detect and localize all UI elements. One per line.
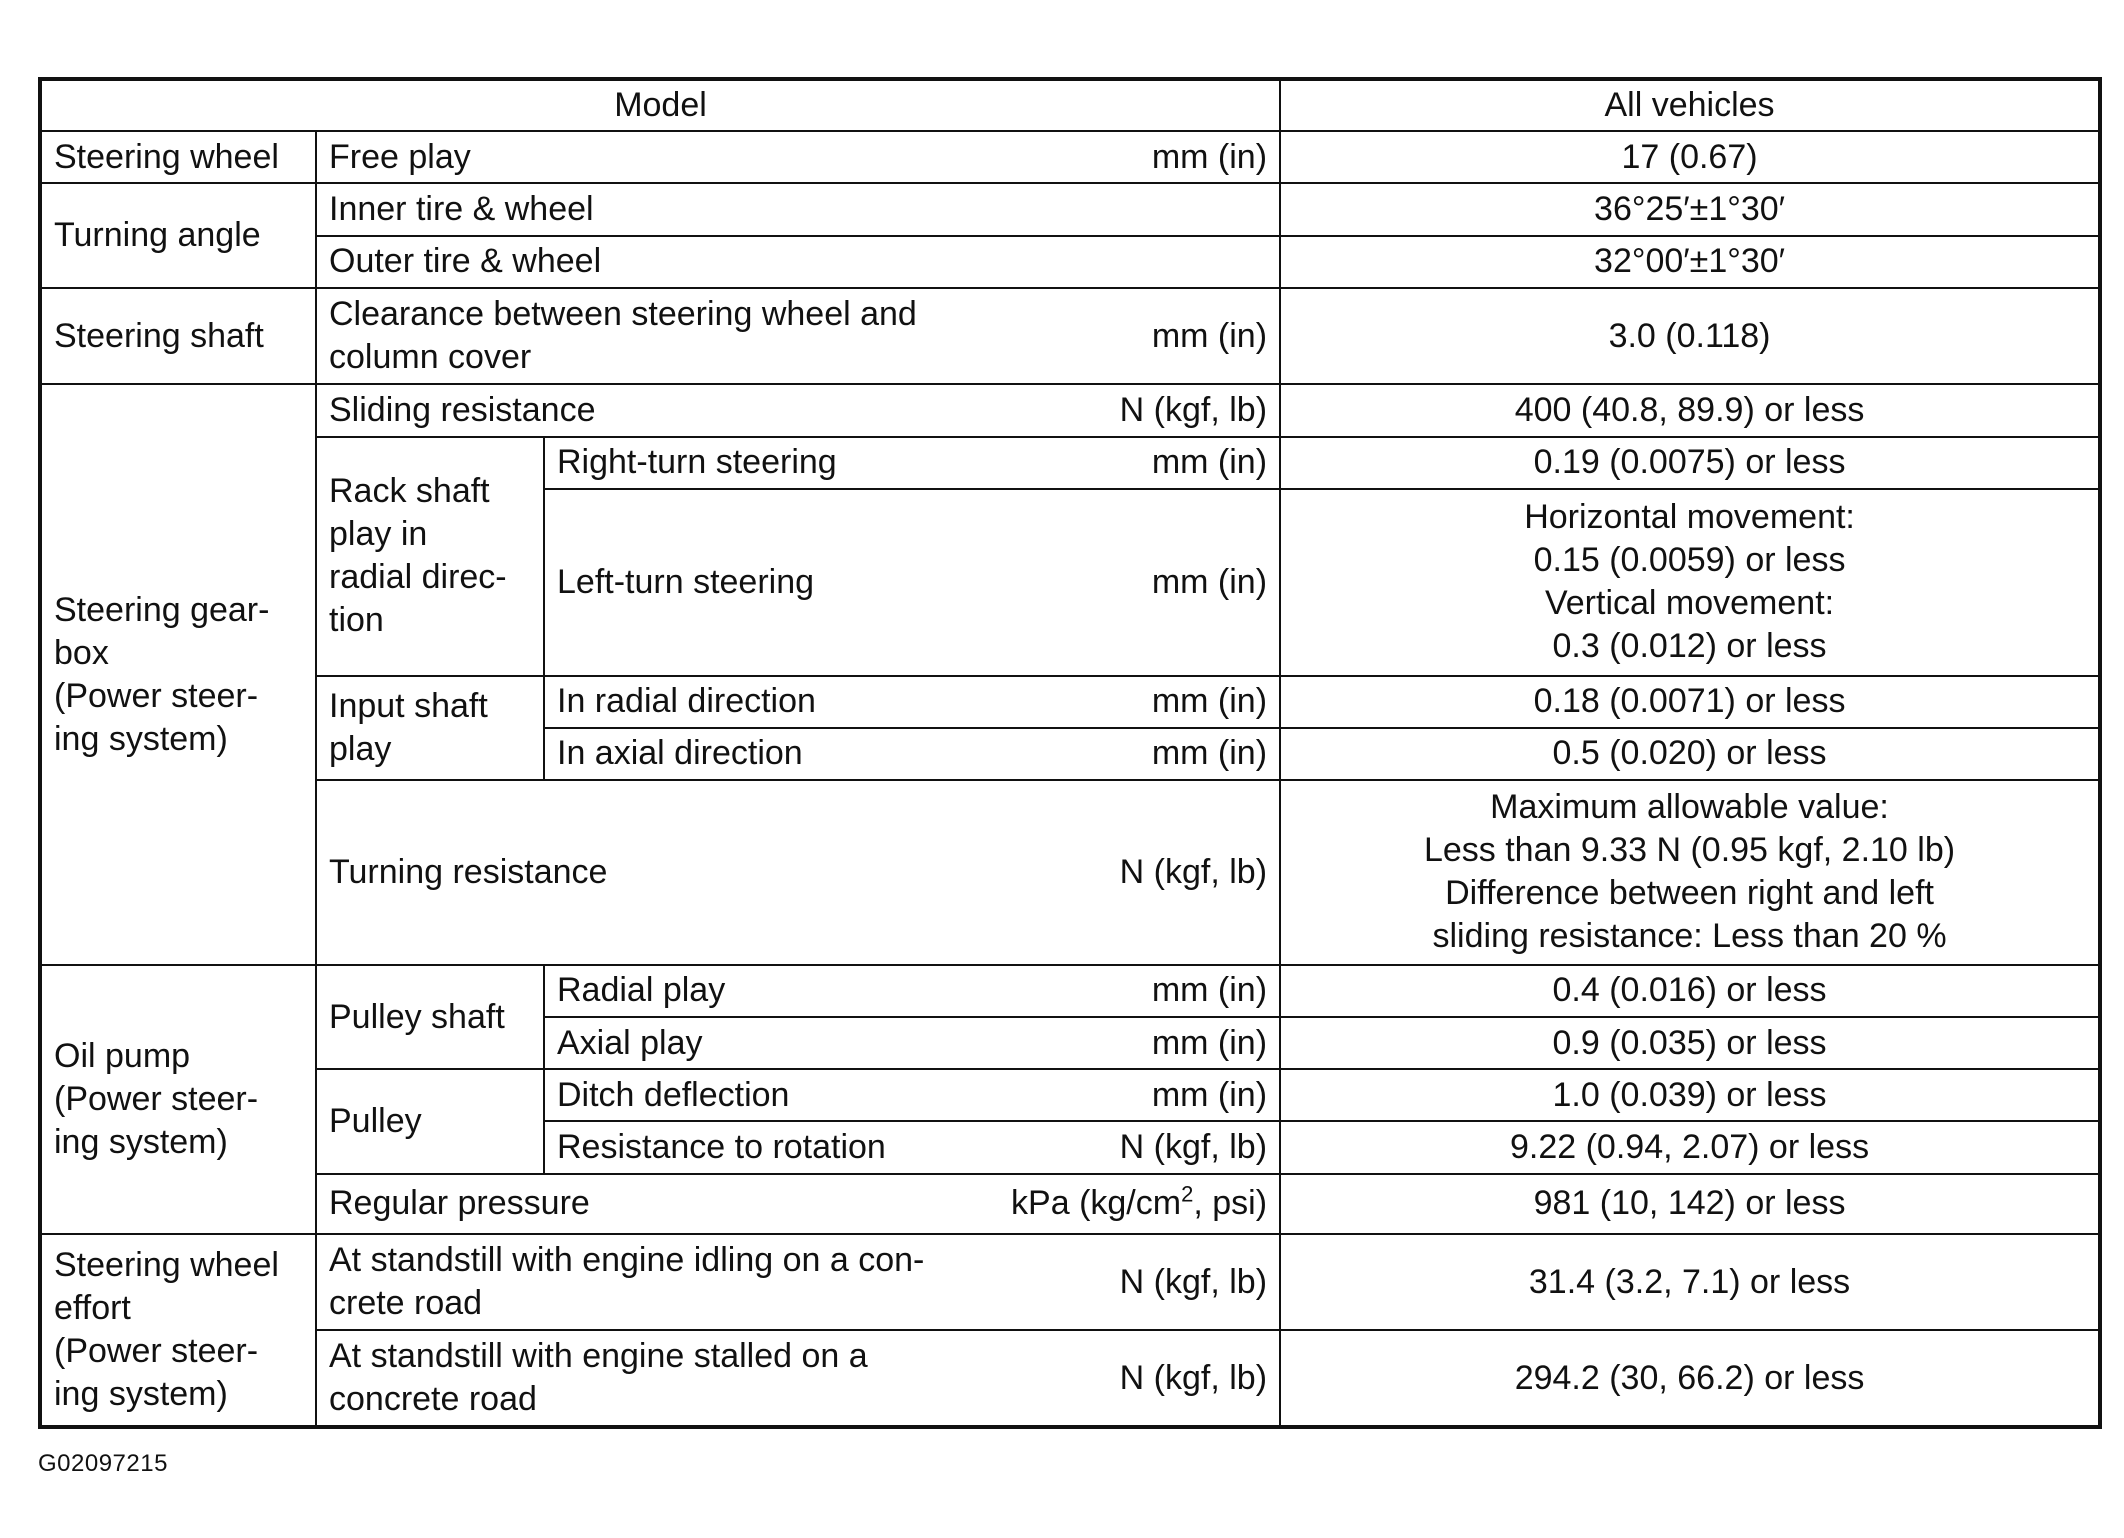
value-sliding-resistance: 400 (40.8, 89.9) or less [1280, 384, 2100, 436]
value-line: sliding resistance: Less than 20 % [1432, 917, 1947, 956]
item-label [329, 1239, 1110, 1325]
category-line: (Power steer- [54, 1079, 259, 1118]
table-row [40, 131, 2100, 183]
table-row [40, 288, 2100, 384]
subcategory-input-shaft [316, 676, 544, 780]
item-label-line: column cover [329, 338, 532, 377]
item-right-turn [544, 437, 1280, 489]
subcategory-pulley-shaft: Pulley shaft [316, 965, 544, 1069]
item-label: Turning resistance [329, 852, 608, 891]
value-resistance-rotation: 9.22 (0.94, 2.07) or less [1280, 1121, 2100, 1173]
subcategory-line: Input shaft [329, 686, 488, 725]
item-ditch-deflection [544, 1069, 1280, 1121]
value-ditch-deflection: 1.0 (0.039) or less [1280, 1069, 2100, 1121]
value-line: Horizontal movement: [1524, 498, 1855, 537]
category-line: Oil pump [54, 1036, 191, 1075]
unit-label: N (kgf, lb) [1119, 1262, 1268, 1301]
unit-label: mm (in) [1151, 682, 1268, 721]
unit-prefix: kPa (kg/cm [1011, 1184, 1182, 1223]
value-axial-direction: 0.5 (0.020) or less [1280, 728, 2100, 780]
value-free-play: 17 (0.67) [1280, 131, 2100, 183]
table-row [40, 437, 2100, 489]
item-free-play [316, 131, 1280, 183]
value-radial-direction: 0.18 (0.0071) or less [1280, 676, 2100, 728]
item-label-line: At standstill with engine idling on a con- [329, 1241, 925, 1280]
value-line: 0.3 (0.012) or less [1552, 627, 1827, 666]
item-radial-play [544, 965, 1280, 1017]
item-axial-direction [544, 728, 1280, 780]
unit-label: mm (in) [1151, 1023, 1268, 1062]
subcategory-line: tion [329, 601, 384, 640]
item-label: Ditch deflection [557, 1075, 790, 1114]
category-line: (Power steer- [54, 1331, 259, 1370]
category-oil-pump [40, 965, 316, 1234]
category-steering-gearbox [40, 384, 316, 965]
unit-label [1011, 1182, 1267, 1225]
all-vehicles-header: All vehicles [1280, 79, 2100, 131]
item-label: Right-turn steering [557, 443, 837, 482]
item-label: Inner tire & wheel [329, 190, 594, 229]
category-steering-shaft: Steering shaft [40, 288, 316, 384]
table-row [40, 1330, 2100, 1427]
table-row [40, 1234, 2100, 1330]
item-engine-stalled [316, 1330, 1280, 1427]
value-radial-play: 0.4 (0.016) or less [1280, 965, 2100, 1017]
figure-code: G02097215 [38, 1450, 168, 1477]
table-row [40, 183, 2100, 235]
item-label: Radial play [557, 971, 726, 1010]
value-line: Vertical movement: [1544, 584, 1835, 623]
item-axial-play [544, 1017, 1280, 1069]
value-clearance: 3.0 (0.118) [1280, 288, 2100, 384]
table-row [40, 236, 2100, 288]
item-label: Sliding resistance [329, 390, 596, 429]
item-clearance [316, 288, 1280, 384]
item-label: Free play [329, 137, 471, 176]
value-engine-idling: 31.4 (3.2, 7.1) or less [1280, 1234, 2100, 1330]
value-regular-pressure: 981 (10, 142) or less [1280, 1174, 2100, 1234]
item-engine-idling [316, 1234, 1280, 1330]
unit-label: N (kgf, lb) [1119, 1358, 1268, 1397]
item-label: Resistance to rotation [557, 1128, 886, 1167]
value-engine-stalled: 294.2 (30, 66.2) or less [1280, 1330, 2100, 1427]
category-line: ing system) [54, 1374, 228, 1413]
category-line: box [54, 633, 109, 672]
item-outer-tire [316, 236, 1280, 288]
item-label: Left-turn steering [557, 562, 815, 601]
value-line: Less than 9.33 N (0.95 kgf, 2.10 lb) [1423, 831, 1956, 870]
table-row [40, 780, 2100, 965]
category-line: effort [54, 1288, 131, 1327]
category-line: Steering gear- [54, 590, 270, 629]
value-inner-tire: 36°25′±1°30′ [1280, 183, 2100, 235]
item-label [329, 293, 1142, 379]
item-label [329, 1335, 1110, 1421]
unit-suffix: , psi) [1193, 1184, 1268, 1223]
item-label-line: Clearance between steering wheel and [329, 295, 917, 334]
item-label: Outer tire & wheel [329, 242, 602, 281]
value-line: Difference between right and left [1445, 874, 1934, 913]
item-label: Regular pressure [329, 1184, 590, 1223]
unit-superscript: 2 [1181, 1181, 1194, 1207]
item-inner-tire [316, 183, 1280, 235]
value-line: Maximum allowable value: [1490, 788, 1889, 827]
item-label-line: At standstill with engine stalled on a [329, 1337, 868, 1376]
item-label: In axial direction [557, 734, 803, 773]
item-label-line: crete road [329, 1284, 483, 1323]
item-label: In radial direction [557, 682, 816, 721]
unit-label: mm (in) [1151, 316, 1268, 355]
category-line: ing system) [54, 1122, 228, 1161]
table-row [40, 384, 2100, 436]
value-axial-play: 0.9 (0.035) or less [1280, 1017, 2100, 1069]
unit-label: mm (in) [1151, 971, 1268, 1010]
item-left-turn [544, 489, 1280, 676]
subcategory-rack-shaft [316, 437, 544, 676]
value-left-turn [1280, 489, 2100, 676]
category-line: ing system) [54, 719, 228, 758]
category-steering-wheel: Steering wheel [40, 131, 316, 183]
unit-label: mm (in) [1151, 137, 1268, 176]
unit-label: N (kgf, lb) [1119, 852, 1268, 891]
subcategory-pulley: Pulley [316, 1069, 544, 1173]
item-resistance-rotation [544, 1121, 1280, 1173]
subcategory-line: radial direc- [329, 558, 507, 597]
table-row [40, 676, 2100, 728]
unit-label: mm (in) [1151, 562, 1268, 601]
unit-label: mm (in) [1151, 443, 1268, 482]
value-right-turn: 0.19 (0.0075) or less [1280, 437, 2100, 489]
item-label: Axial play [557, 1023, 703, 1062]
category-turning-angle: Turning angle [40, 183, 316, 287]
unit-label: N (kgf, lb) [1119, 1128, 1268, 1167]
model-header: Model [40, 79, 1280, 131]
item-regular-pressure [316, 1174, 1280, 1234]
value-line: 0.15 (0.0059) or less [1533, 541, 1846, 580]
category-line: (Power steer- [54, 676, 259, 715]
table-row [40, 965, 2100, 1017]
table-row [40, 1174, 2100, 1234]
category-steering-effort [40, 1234, 316, 1427]
subcategory-line: Rack shaft [329, 472, 490, 511]
value-turning-resistance [1280, 780, 2100, 965]
item-radial-direction [544, 676, 1280, 728]
unit-label: mm (in) [1151, 734, 1268, 773]
table-row [40, 1069, 2100, 1121]
item-sliding-resistance [316, 384, 1280, 436]
category-line: Steering wheel [54, 1245, 279, 1284]
value-outer-tire: 32°00′±1°30′ [1280, 236, 2100, 288]
unit-label: mm (in) [1151, 1075, 1268, 1114]
item-label-line: concrete road [329, 1380, 537, 1419]
header-row [40, 79, 2100, 131]
subcategory-line: play in [329, 515, 428, 554]
unit-label: N (kgf, lb) [1119, 390, 1268, 429]
specification-table [38, 77, 2102, 1429]
subcategory-line: play [329, 729, 392, 768]
item-turning-resistance [316, 780, 1280, 965]
